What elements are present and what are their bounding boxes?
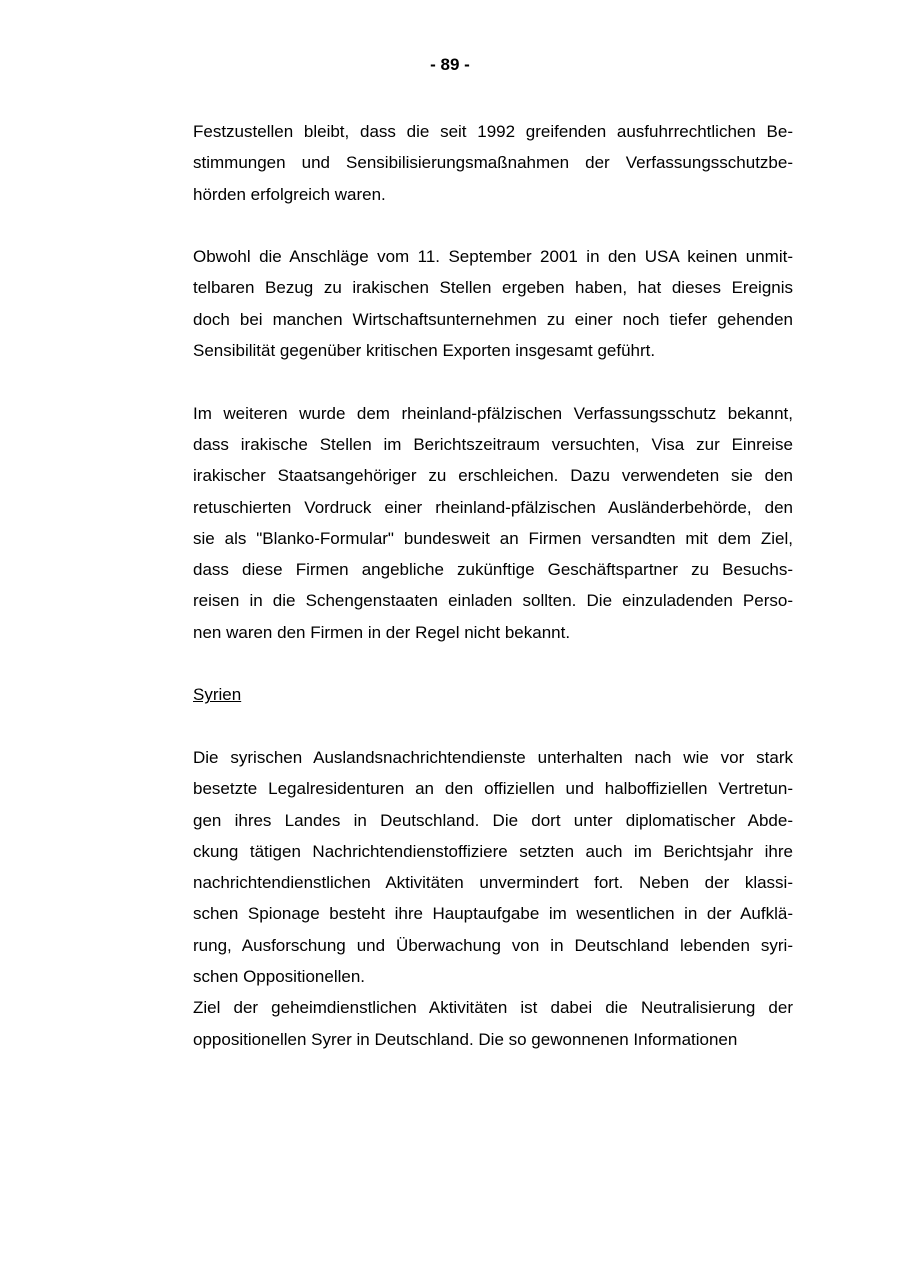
text-line: Im weiteren wurde dem rheinland-pfälzischen Verfassungsschutz bekannt,	[193, 403, 793, 423]
page-number: - 89 -	[430, 55, 470, 74]
text-line: schen Spionage besteht ihre Hauptaufgabe im wesentlichen in der Aufklä-	[193, 904, 793, 924]
paragraph-syrian-services	[193, 742, 793, 992]
text-line: besetzte Legalresidenturen an den offiziellen und halboffiziellen Vertretun-	[193, 779, 793, 799]
text-line: Die syrischen Auslandsnachrichtendienste unterhalten nach wie vor stark	[193, 747, 793, 767]
section-heading-syrien: Syrien	[193, 685, 242, 705]
paragraph-neutralization	[193, 992, 793, 1055]
text-line: dass diese Firmen angebliche zukünftige Geschäftspartner zu Besuchs-	[193, 560, 793, 580]
text-line: schen Oppositionellen.	[193, 967, 366, 987]
text-line: nachrichtendienstlichen Aktivitäten unvermindert fort. Neben der klassi-	[193, 873, 793, 893]
paragraph-september-attacks	[193, 241, 793, 366]
text-line: doch bei manchen Wirtschaftsunternehmen zu einer noch tiefer gehenden	[193, 309, 793, 329]
text-line: oppositionellen Syrer in Deutschland. Die so gewonnenen Informationen	[193, 1029, 738, 1049]
text-line: telbaren Bezug zu irakischen Stellen ergeben haben, hat dieses Ereignis	[193, 278, 793, 298]
text-line: gen ihres Landes in Deutschland. Die dort unter diplomatischer Abde-	[193, 810, 793, 830]
text-line: rung, Ausforschung und Überwachung von in Deutschland lebenden syri-	[193, 935, 793, 955]
text-line: sie als "Blanko-Formular" bundesweit an Firmen versandten mit dem Ziel,	[193, 528, 793, 548]
text-line: Obwohl die Anschläge vom 11. September 2001 in den USA keinen unmit-	[193, 247, 793, 267]
paragraph-export-measures	[193, 116, 793, 210]
text-line: dass irakische Stellen im Berichtszeitraum versuchten, Visa zur Einreise	[193, 434, 793, 454]
text-line: stimmungen und Sensibilisierungsmaßnahmen der Verfassungsschutzbe-	[193, 153, 793, 173]
text-line: hörden erfolgreich waren.	[193, 184, 386, 204]
text-line: ckung tätigen Nachrichtendienstoffiziere setzten auch im Berichtsjahr ihre	[193, 841, 793, 861]
text-line: Sensibilität gegenüber kritischen Exporten insgesamt geführt.	[193, 341, 656, 361]
text-line: Festzustellen bleibt, dass die seit 1992 greifenden ausfuhrrechtlichen Be-	[193, 122, 793, 141]
text-line: retuschierten Vordruck einer rheinland-pfälzischen Ausländerbehörde, den	[193, 497, 793, 517]
text-line: reisen in die Schengenstaaten einladen sollten. Die einzuladenden Perso-	[193, 591, 793, 611]
text-line: nen waren den Firmen in der Regel nicht bekannt.	[193, 622, 571, 642]
paragraph-visa-fraud	[193, 398, 793, 648]
text-line: Ziel der geheimdienstlichen Aktivitäten ist dabei die Neutralisierung der	[193, 998, 793, 1018]
text-line: irakischer Staatsangehöriger zu erschleichen. Dazu verwendeten sie den	[193, 466, 793, 486]
document-body	[193, 116, 793, 1055]
